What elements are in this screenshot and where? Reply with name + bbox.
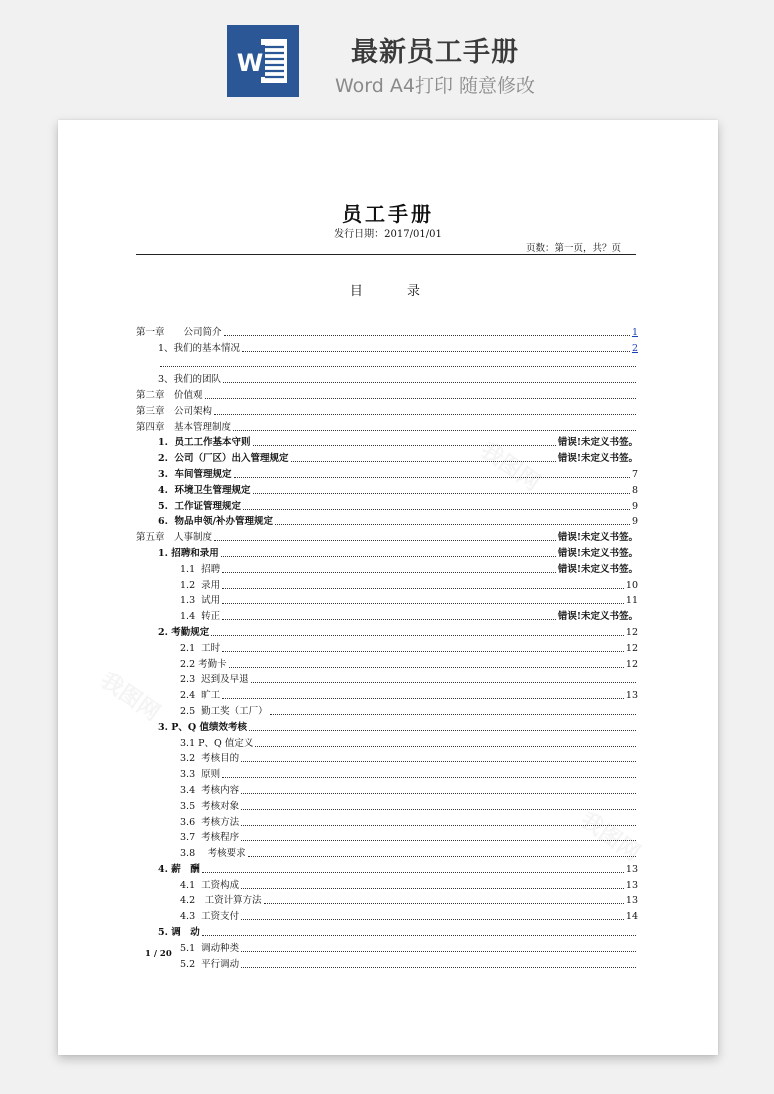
toc-leader [255,746,636,747]
toc-entry-label: 5. 调 动 [158,927,200,939]
toc-leader [241,840,636,841]
toc-entry-label: 3. P、Q 值绩效考核 [158,721,247,733]
header-rule [136,254,636,255]
toc-leader [241,809,636,810]
toc-entry[interactable] [136,448,638,464]
toc-entry-label: 2. 考勤规定 [158,626,210,638]
toc-leader [222,651,624,652]
toc-entry[interactable] [136,764,638,780]
toc-entry-label: 3、我们的团队 [158,374,222,386]
toc-leader [248,856,636,857]
banner-title: 最新员工手册 [351,37,519,68]
toc-entry-label: 3.7 考核程序 [180,832,240,844]
toc-entry-label: 3.8 考核要求 [180,848,246,860]
toc-entry-label: 4. 薪 酬 [158,863,200,875]
toc-entry[interactable] [136,954,638,970]
toc-entry-page: 10 [625,579,638,591]
toc-entry-page: 12 [625,626,638,638]
toc-entry[interactable] [136,433,638,449]
toc-leader [222,619,556,620]
toc-entry-page[interactable]: 1 [631,326,638,338]
toc-entry-label: 2.4 旷工 [180,690,221,702]
toc-entry[interactable] [136,654,638,670]
toc-entry-page: 12 [625,642,638,654]
toc-leader [249,730,636,731]
toc-entry-page: 13 [625,895,638,907]
toc-entry[interactable] [136,464,638,480]
toc-entry[interactable] [136,812,638,828]
toc-entry-label: 4.2 工资计算方法 [180,895,262,907]
toc-leader [241,967,636,968]
toc-leader [241,951,636,952]
toc-entry[interactable] [136,512,638,528]
toc-leader [229,667,624,668]
watermark: 我图网 [95,667,165,727]
toc-leader [214,414,636,415]
toc-entry[interactable] [136,591,638,607]
toc-entry-label: 2.5 勤工奖（工厂） [180,705,268,717]
toc-entry-label: 5. 工作证管理规定 [158,500,242,512]
toc-entry-label: 2.3 迟到及早退 [180,674,249,686]
toc-entry-label: 3.3 原则 [180,769,221,781]
banner-subtitle: Word A4打印 随意修改 [334,75,535,97]
toc-entry[interactable] [136,670,638,686]
toc-entry-page: 错误!未定义书签。 [557,453,638,465]
toc-entry-page: 8 [631,484,638,496]
document-page [58,120,718,1055]
toc-entry-page: 13 [625,863,638,875]
toc-leader [270,714,636,715]
toc-entry[interactable] [136,701,638,717]
toc-leader [275,524,630,525]
toc-entry[interactable] [136,922,638,938]
toc-entry-label: 1.2 录用 [180,579,221,591]
toc-leader [233,430,636,431]
toc-entry-page: 错误!未定义书签。 [557,563,638,575]
toc-entry-label: 1.1 招聘 [180,563,221,575]
toc-entry-label: 2.2 考勤卡 [180,658,227,670]
issue-date: 发行日期：2017/01/01 [334,229,442,240]
toc-entry[interactable] [136,733,638,749]
toc-entry[interactable] [136,496,638,512]
toc-entry-label: 4.1 工资构成 [180,879,240,891]
toc-entry[interactable] [136,543,638,559]
toc-entry[interactable] [136,385,638,401]
toc-entry-label: 4. 环境卫生管理规定 [158,484,251,496]
toc-entry[interactable] [136,843,638,859]
toc-entry-page: 错误!未定义书签。 [557,611,638,623]
toc-leader [253,445,556,446]
toc-entry-label: 3.5 考核对象 [180,800,240,812]
toc-leader [253,493,630,494]
toc-leader [222,603,624,604]
toc-entry[interactable] [136,559,638,575]
toc-leader [234,477,630,478]
toc-entry-page: 7 [631,468,638,480]
toc-entry-label: 1.3 试用 [180,595,221,607]
toc-leader [241,761,636,762]
toc-entry[interactable] [136,622,638,638]
toc-entry[interactable] [136,369,638,385]
toc-entry[interactable] [136,891,638,907]
toc-entry-label: 2.1 工时 [180,642,221,654]
toc-entry[interactable] [136,606,638,622]
toc-entry[interactable] [136,401,638,417]
toc-leader [205,398,636,399]
toc-entry-label: 3.6 考核方法 [180,816,240,828]
toc-entry[interactable] [136,685,638,701]
toc-entry[interactable] [136,906,638,922]
toc-leader [222,777,636,778]
toc-leader [241,793,636,794]
toc-entry[interactable] [136,338,638,354]
toc-entry-page: 错误!未定义书签。 [557,437,638,449]
toc-entry[interactable] [136,875,638,891]
toc-entry-label: 第一章 公司简介 [136,326,222,338]
toc-entry-label: 1.4 转正 [180,611,221,623]
table-of-contents [136,322,638,970]
toc-entry-label: 1、我们的基本情况 [158,342,241,354]
toc-entry-label: 6. 物品申领/补办管理规定 [158,516,274,528]
toc-entry-label: 5.1 调动种类 [180,942,240,954]
toc-entry-page: 13 [625,690,638,702]
toc-entry-page: 13 [625,879,638,891]
toc-leader [224,335,630,336]
toc-entry-label: 3.2 考核目的 [180,753,240,765]
toc-entry[interactable] [136,638,638,654]
toc-leader [291,461,556,462]
toc-entry[interactable] [136,417,638,433]
toc-entry[interactable] [136,480,638,496]
toc-entry-label: 第二章 价值观 [136,389,203,401]
toc-entry-label: 3.1 P、Q 值定义 [180,737,254,749]
toc-entry[interactable] [136,859,638,875]
toc-entry[interactable] [136,749,638,765]
banner [0,0,774,110]
toc-entry-page: 12 [625,658,638,670]
toc-entry-page: 9 [631,500,638,512]
toc-leader [211,635,624,636]
toc-leader [223,382,636,383]
toc-leader [214,540,556,541]
toc-entry[interactable] [136,527,638,543]
watermark: 我图网 [475,437,545,497]
toc-leader [241,825,636,826]
toc-leader [221,556,556,557]
toc-entry-label: 1. 员工工作基本守则 [158,437,251,449]
toc-entry-label: 1. 招聘和录用 [158,547,219,559]
toc-entry-page: 错误!未定义书签。 [557,547,638,559]
toc-leader [202,935,636,936]
toc-leader [160,366,636,367]
toc-entry-page: 11 [625,595,638,607]
toc-leader [202,872,624,873]
word-icon [227,25,299,97]
toc-leader [222,698,624,699]
toc-entry-page: 错误!未定义书签。 [557,532,638,544]
toc-entry-label: 第五章 人事制度 [136,532,213,544]
toc-entry[interactable] [136,322,638,338]
toc-entry[interactable] [136,575,638,591]
toc-leader [241,919,624,920]
watermark: 我图网 [575,807,645,867]
toc-entry-label: 3. 车间管理规定 [158,468,232,480]
toc-leader [242,351,630,352]
toc-entry[interactable] [136,354,638,370]
toc-entry[interactable] [136,780,638,796]
toc-entry-page: 9 [631,516,638,528]
toc-leader [222,572,556,573]
toc-entry-label: 4.3 工资支付 [180,911,240,923]
toc-leader [241,888,624,889]
toc-entry-label: 3.4 考核内容 [180,784,240,796]
toc-heading: 目 录 [349,284,441,299]
toc-leader [243,509,630,510]
toc-entry-page[interactable]: 2 [631,342,638,354]
page-count: 页数：第一页，共？页 [525,243,621,254]
toc-entry-label: 第四章 基本管理制度 [136,421,232,433]
footer-page-number: 1 / 20 [145,949,172,959]
toc-entry-label: 2. 公司（厂区）出入管理规定 [158,453,289,465]
toc-entry[interactable] [136,938,638,954]
toc-entry-label: 5.2 平行调动 [180,958,240,970]
toc-entry[interactable] [136,828,638,844]
toc-entry-page: 14 [625,911,638,923]
word-icon-letter: W [236,49,264,77]
document-title: 员工手册 [342,202,434,226]
toc-leader [251,682,636,683]
toc-leader [222,588,624,589]
toc-entry[interactable] [136,796,638,812]
toc-entry[interactable] [136,717,638,733]
toc-entry-label: 第三章 公司架构 [136,405,213,417]
toc-leader [264,903,624,904]
